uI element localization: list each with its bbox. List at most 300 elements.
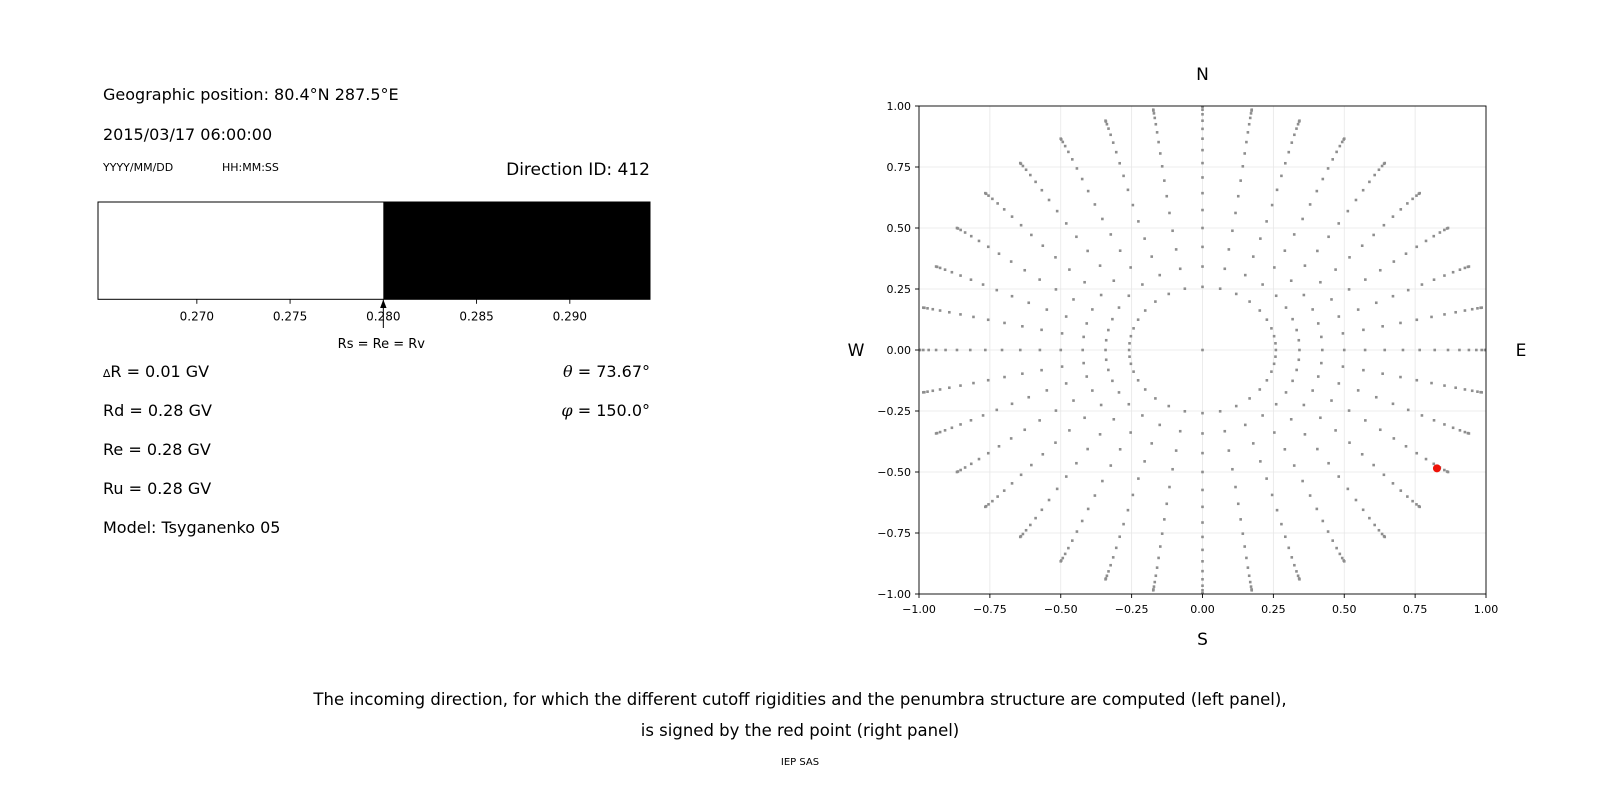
grid-dot: [1001, 349, 1004, 352]
grid-dot: [1416, 379, 1419, 382]
grid-dot: [1091, 308, 1094, 311]
grid-dot: [1249, 117, 1252, 120]
grid-dot: [1275, 294, 1278, 297]
grid-dot: [972, 316, 975, 319]
grid-dot: [1010, 260, 1013, 263]
grid-dot: [926, 390, 929, 393]
grid-dot: [1234, 212, 1237, 215]
rs-arrow-head: [380, 300, 386, 309]
grid-dot: [1327, 530, 1330, 533]
grid-dot: [1128, 294, 1131, 297]
grid-dot: [970, 235, 973, 238]
grid-dot: [1111, 318, 1114, 321]
grid-dot: [1421, 283, 1424, 286]
grid-dot: [1122, 523, 1125, 526]
grid-dot: [1201, 432, 1204, 435]
grid-dot: [1104, 349, 1107, 352]
grid-dot: [1201, 412, 1204, 415]
grid-dot: [1152, 108, 1155, 111]
grid-dot: [1201, 471, 1204, 474]
grid-dot: [1249, 581, 1252, 584]
grid-dot: [1011, 215, 1014, 218]
grid-dot: [1468, 349, 1471, 352]
grid-dot: [1163, 179, 1166, 182]
grid-dot: [1112, 418, 1115, 421]
grid-dot: [944, 349, 947, 352]
grid-dot: [1144, 388, 1147, 391]
grid-dot: [984, 506, 987, 509]
grid-dot: [1029, 524, 1032, 527]
grid-dot: [1295, 570, 1298, 573]
grid-dot: [1201, 192, 1204, 195]
x-tick-label: 0.25: [1261, 603, 1286, 616]
grid-dot: [1261, 414, 1264, 417]
grid-dot: [1111, 380, 1114, 383]
grid-dot: [1034, 181, 1037, 184]
grid-dot: [1392, 402, 1395, 405]
grid-dot: [1201, 227, 1204, 230]
grid-dot: [1362, 189, 1365, 192]
grid-dot: [1433, 349, 1436, 352]
grid-dot: [1040, 329, 1043, 332]
grid-dot: [1112, 279, 1115, 282]
grid-dot: [956, 471, 959, 474]
grid-dot: [1266, 379, 1269, 382]
grid-dot: [1105, 358, 1108, 361]
grid-dot: [1265, 220, 1268, 223]
caption-line-1: The incoming direction, for which the different cutoff rigidities and the penumbra structure are computed (left panel),: [313, 690, 1287, 709]
grid-dot: [1330, 399, 1333, 402]
grid-dot: [1290, 141, 1293, 144]
grid-dot: [1295, 369, 1298, 372]
grid-dot: [1425, 240, 1428, 243]
grid-dot: [1231, 468, 1234, 471]
grid-dot: [1258, 309, 1261, 312]
grid-dot: [995, 409, 998, 412]
grid-dot: [935, 432, 938, 435]
grid-dot: [1271, 204, 1274, 207]
grid-dot: [939, 309, 942, 312]
grid-dot: [1311, 308, 1314, 311]
grid-dot: [927, 349, 930, 352]
grid-dot: [1046, 389, 1049, 392]
grid-dot: [970, 419, 973, 422]
grid-dot: [1055, 288, 1058, 291]
grid-dot: [1155, 123, 1158, 126]
grid-dot: [1430, 316, 1433, 319]
grid-dot: [1327, 167, 1330, 170]
grid-dot: [1415, 245, 1418, 248]
grid-dot: [1265, 477, 1268, 480]
grid-dot: [1321, 349, 1324, 352]
grid-dot: [1275, 349, 1278, 352]
grid-dot: [1447, 227, 1450, 230]
rd-value: Rd = 0.28 GV: [103, 401, 212, 420]
grid-dot: [1071, 158, 1074, 161]
grid-dot: [1298, 119, 1301, 122]
phi-value: [350, 401, 650, 420]
grid-dot: [1048, 499, 1051, 502]
grid-dot: [1128, 349, 1131, 352]
grid-dot: [1411, 198, 1414, 201]
grid-dot: [1295, 329, 1298, 332]
grid-dot: [978, 458, 981, 461]
geographic-position-label: Geographic position: 80.4°N 287.5°E: [103, 85, 399, 104]
grid-dot: [1320, 362, 1323, 365]
grid-dot: [1034, 517, 1037, 520]
grid-dot: [998, 445, 1001, 448]
grid-dot: [1100, 404, 1103, 407]
grid-dot: [1321, 520, 1324, 523]
grid-dot: [1303, 404, 1306, 407]
grid-dot: [1273, 266, 1276, 269]
grid-dot: [1244, 274, 1247, 277]
grid-dot: [1287, 151, 1290, 154]
delta-symbol: ∆: [103, 367, 111, 380]
grid-dot: [1046, 308, 1049, 311]
grid-dot: [1168, 486, 1171, 489]
grid-dot: [1464, 267, 1467, 270]
grid-dot: [1237, 502, 1240, 505]
grid-dot: [1068, 429, 1071, 432]
grid-dot: [1406, 495, 1409, 498]
grid-dot: [1250, 585, 1253, 588]
grid-dot: [1361, 453, 1364, 456]
grid-dot: [1165, 195, 1168, 198]
grid-dot: [951, 426, 954, 429]
grid-dot: [1480, 391, 1483, 394]
grid-dot: [1041, 189, 1044, 192]
grid-dot: [1059, 137, 1062, 140]
grid-dot: [1464, 388, 1467, 391]
grid-dot: [1337, 222, 1340, 225]
grid-dot: [1247, 131, 1250, 134]
grid-dot: [1104, 119, 1107, 122]
grid-dot: [1223, 267, 1226, 270]
grid-dot: [922, 349, 925, 352]
grid-dot: [1128, 403, 1131, 406]
grid-dot: [1285, 306, 1288, 309]
grid-dot: [1321, 178, 1324, 181]
grid-dot: [1059, 349, 1062, 352]
grid-dot: [1132, 204, 1135, 207]
grid-dot: [1433, 419, 1436, 422]
grid-dot: [1106, 123, 1109, 126]
grid-dot: [956, 227, 959, 230]
grid-dot: [1443, 229, 1446, 232]
grid-dot: [1091, 389, 1094, 392]
grid-dot: [1284, 162, 1287, 165]
grid-dot: [1235, 293, 1238, 296]
grid-dot: [1334, 429, 1337, 432]
grid-dot: [1025, 168, 1028, 171]
grid-dot: [1273, 362, 1276, 365]
grid-dot: [1065, 382, 1068, 385]
grid-dot: [1107, 570, 1110, 573]
grid-dot: [951, 271, 954, 274]
grid-dot: [1317, 322, 1320, 325]
grid-dot: [1107, 127, 1110, 130]
grid-dot: [964, 466, 967, 469]
grid-dot: [1355, 199, 1358, 202]
grid-dot: [939, 388, 942, 391]
grid-dot: [922, 306, 925, 309]
grid-dot: [984, 192, 987, 195]
grid-dot: [1362, 508, 1365, 511]
datetime-label: 2015/03/17 06:00:00: [103, 125, 273, 144]
grid-dot: [1452, 271, 1455, 274]
grid-dot: [1119, 448, 1122, 451]
grid-dot: [1297, 358, 1300, 361]
grid-dot: [1347, 210, 1350, 213]
grid-dot: [1364, 278, 1367, 281]
grid-dot: [1443, 313, 1446, 316]
grid-dot: [1331, 539, 1334, 542]
grid-dot: [1433, 278, 1436, 281]
grid-dot: [1432, 463, 1435, 466]
grid-dot: [1379, 269, 1382, 272]
grid-dot: [1270, 327, 1273, 330]
grid-dot: [1368, 517, 1371, 520]
grid-dot: [1118, 162, 1121, 165]
grid-dot: [1458, 349, 1461, 352]
grid-dot: [1243, 545, 1246, 548]
grid-dot: [926, 307, 929, 310]
grid-dot: [1118, 535, 1121, 538]
grid-dot: [1248, 574, 1251, 577]
grid-dot: [959, 274, 962, 277]
grid-dot: [1464, 309, 1467, 312]
grid-dot: [1284, 448, 1287, 451]
y-tick-label: −0.75: [877, 527, 911, 540]
grid-dot: [1381, 372, 1384, 375]
grid-dot: [1072, 399, 1075, 402]
grid-dot: [1054, 441, 1057, 444]
grid-dot: [1406, 202, 1409, 205]
grid-dot: [1065, 475, 1068, 478]
grid-dot: [1339, 145, 1342, 148]
grid-dot: [959, 384, 962, 387]
grid-dot: [1250, 108, 1253, 111]
grid-dot: [944, 268, 947, 271]
grid-dot: [995, 289, 998, 292]
penumbra-bar-chart: [90, 195, 660, 365]
grid-dot: [1280, 523, 1283, 526]
grid-dot: [1042, 453, 1045, 456]
grid-dot: [1248, 123, 1251, 126]
grid-dot: [1475, 349, 1478, 352]
grid-dot: [1304, 433, 1307, 436]
y-tick-label: 0.75: [886, 161, 911, 174]
grid-dot: [1082, 362, 1085, 365]
grid-dot: [1471, 389, 1474, 392]
grid-dot: [1128, 355, 1131, 358]
grid-dot: [1184, 287, 1187, 290]
grid-dot: [1293, 233, 1296, 236]
grid-dot: [1276, 509, 1279, 512]
grid-dot: [1150, 442, 1153, 445]
grid-dot: [1201, 209, 1204, 212]
grid-dot: [996, 495, 999, 498]
y-tick-label: −0.25: [877, 405, 911, 418]
grid-dot: [1101, 480, 1104, 483]
grid-dot: [1250, 589, 1253, 592]
grid-dot: [1201, 521, 1204, 524]
grid-dot: [1248, 300, 1251, 303]
grid-dot: [987, 194, 990, 197]
grid-dot: [1101, 218, 1104, 221]
grid-dot: [1071, 539, 1074, 542]
grid-dot: [1309, 494, 1312, 497]
grid-dot: [1059, 560, 1062, 563]
grid-dot: [1109, 564, 1112, 567]
grid-dot: [1335, 547, 1338, 550]
grid-dot: [1081, 520, 1084, 523]
time-format-label: HH:MM:SS: [222, 161, 279, 174]
grid-dot: [1137, 318, 1140, 321]
grid-dot: [1231, 229, 1234, 232]
grid-dot: [1041, 508, 1044, 511]
grid-dot: [948, 311, 951, 314]
grid-dot: [1156, 566, 1159, 569]
grid-dot: [1171, 229, 1174, 232]
grid-dot: [1157, 557, 1160, 560]
grid-dot: [1159, 152, 1162, 155]
grid-dot: [1132, 370, 1135, 373]
grid-dot: [1129, 431, 1132, 434]
direction-scatter-plot: [820, 40, 1560, 670]
grid-dot: [964, 231, 967, 234]
phi-symbol: φ: [561, 401, 573, 420]
grid-dot: [1019, 536, 1022, 539]
grid-dot: [996, 202, 999, 205]
grid-dot: [1343, 137, 1346, 140]
grid-dot: [1030, 234, 1033, 237]
grid-dot: [1392, 215, 1395, 218]
grid-dot: [1109, 133, 1112, 136]
grid-dot: [1023, 269, 1026, 272]
grid-dot: [1023, 428, 1026, 431]
x-tick-label: −0.75: [973, 603, 1007, 616]
grid-dot: [1425, 458, 1428, 461]
grid-dot: [1025, 529, 1028, 532]
grid-dot: [1201, 137, 1204, 140]
grid-dot: [1298, 349, 1301, 352]
grid-dot: [1327, 462, 1330, 465]
grid-dot: [1275, 403, 1278, 406]
grid-dot: [1061, 141, 1064, 144]
delta-r-text: R = 0.01 GV: [110, 362, 210, 381]
grid-dot: [1130, 335, 1133, 338]
grid-dot: [1316, 508, 1319, 511]
grid-dot: [1143, 460, 1146, 463]
penumbra-segment-allowed: [98, 202, 383, 299]
grid-dot: [1379, 428, 1382, 431]
grid-dot: [1454, 386, 1457, 389]
grid-dot: [1065, 222, 1068, 225]
penumbra-segment-forbidden: [383, 202, 650, 299]
grid-dot: [1175, 248, 1178, 251]
grid-dot: [1228, 248, 1231, 251]
grid-dot: [1003, 322, 1006, 325]
grid-dot: [1038, 278, 1041, 281]
x-tick-label: 0.00: [1190, 603, 1215, 616]
grid-dot: [1132, 327, 1135, 330]
grid-dot: [1430, 382, 1433, 385]
grid-dot: [1418, 192, 1421, 195]
grid-dot: [1284, 535, 1287, 538]
grid-dot: [959, 313, 962, 316]
grid-dot: [1137, 220, 1140, 223]
grid-dot: [1115, 547, 1118, 550]
grid-dot: [1019, 162, 1022, 165]
grid-dot: [1368, 181, 1371, 184]
grid-dot: [1115, 151, 1118, 154]
grid-dot: [1112, 141, 1115, 144]
grid-dot: [1439, 231, 1442, 234]
grid-dot: [1143, 237, 1146, 240]
grid-dot: [1086, 448, 1089, 451]
grid-dot: [984, 349, 987, 352]
grid-dot: [1201, 113, 1204, 116]
grid-dot: [991, 198, 994, 201]
compass-label-south: S: [1197, 630, 1208, 650]
grid-dot: [1184, 410, 1187, 413]
grid-dot: [1076, 530, 1079, 533]
grid-dot: [1137, 477, 1140, 480]
y-tick-label: 0.25: [886, 283, 911, 296]
grid-dot: [948, 386, 951, 389]
grid-dot: [1010, 437, 1013, 440]
grid-dot: [1393, 437, 1396, 440]
grid-dot: [1291, 318, 1294, 321]
grid-dot: [1144, 309, 1147, 312]
grid-dot: [1158, 274, 1161, 277]
grid-dot: [1319, 416, 1322, 419]
penumbra-tick-label: 0.285: [459, 309, 494, 324]
grid-dot: [987, 379, 990, 382]
grid-dot: [1129, 266, 1132, 269]
grid-dot: [1201, 452, 1204, 455]
grid-dot: [1161, 165, 1164, 168]
grid-dot: [1348, 288, 1351, 291]
grid-dot: [1201, 578, 1204, 581]
grid-dot: [1141, 414, 1144, 417]
grid-dot: [1039, 349, 1042, 352]
grid-dot: [1295, 127, 1298, 130]
grid-dot: [1447, 471, 1450, 474]
grid-dot: [1252, 255, 1255, 258]
grid-dot: [1348, 256, 1351, 259]
grid-dot: [1285, 391, 1288, 394]
grid-dot: [931, 389, 934, 392]
phi-text: = 150.0°: [572, 401, 650, 420]
grid-dot: [1245, 557, 1248, 560]
grid-dot: [1242, 165, 1245, 168]
incoming-direction-red-point: [1433, 464, 1441, 472]
grid-dot: [1291, 380, 1294, 383]
grid-dot: [1100, 294, 1103, 297]
grid-dot: [1342, 332, 1345, 335]
grid-dot: [1153, 581, 1156, 584]
grid-dot: [959, 229, 962, 232]
grid-dot: [1065, 315, 1068, 318]
grid-dot: [1107, 329, 1110, 332]
grid-dot: [1392, 295, 1395, 298]
grid-dot: [1201, 176, 1204, 179]
grid-dot: [1339, 553, 1342, 556]
grid-dot: [1287, 547, 1290, 550]
